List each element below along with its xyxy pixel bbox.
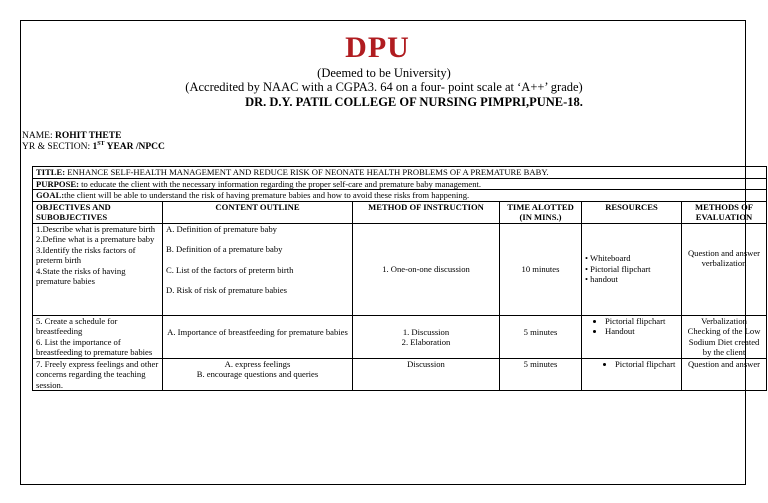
header-deemed-line: (Deemed to be University) xyxy=(317,66,451,80)
time-cell: 5 minutes xyxy=(500,358,582,391)
column-header-row xyxy=(33,201,767,223)
title-cell: TITLE: ENHANCE SELF-HEALTH MANAGEMENT AND REDUCE RISK OF NEONATE HEALTH PROBLEMS OF A PREMATURE BABY. xyxy=(33,167,767,179)
objectives-cell: 7. Freely express feelings and other concerns regarding the teaching session. xyxy=(33,358,163,391)
goal-cell: GOAL:the client will be able to understand the risk of having premature babies and how to avoid these risks from happening. xyxy=(33,190,767,202)
objectives-cell: 5. Create a schedule for breastfeeding 6. List the importance of breastfeeding to premature babies xyxy=(33,315,163,358)
section-label: YR & SECTION: xyxy=(22,142,93,153)
time-cell: 5 minutes xyxy=(500,315,582,358)
student-name-line xyxy=(22,131,121,141)
evaluation-cell: Verbalization Checking of the Low Sodium Diet created by the client xyxy=(682,315,767,358)
resources-cell xyxy=(582,223,682,315)
col-header-resources: RESOURCES xyxy=(582,201,682,223)
purpose-cell: PURPOSE: to educate the client with the necessary information regarding the proper self-care and premature baby management. xyxy=(33,178,767,190)
method-cell: Discussion xyxy=(353,358,500,391)
name-label: NAME: xyxy=(22,131,55,141)
col-header-evaluation: METHODS OF EVALUATION xyxy=(682,201,767,223)
goal-row xyxy=(33,190,767,202)
section-value: 1ST YEAR /NPCC xyxy=(92,141,165,153)
content-cell: A. Importance of breastfeeding for premature babies xyxy=(163,315,353,358)
resources-cell xyxy=(582,315,682,358)
objectives-cell: 1.Describe what is premature birth 2.Define what is a premature baby 3.Identify the risks factors of preterm birth 4.State the risks of having premature babies xyxy=(33,223,163,315)
title-row xyxy=(33,167,767,179)
student-section-line xyxy=(22,141,165,152)
content-cell: A. express feelings B. encourage questions and queries xyxy=(163,358,353,391)
list-item: • Pictorial flipchart xyxy=(615,359,678,370)
col-header-method: METHOD OF INSTRUCTION xyxy=(353,201,500,223)
college-name-heading: DR. D.Y. PATIL COLLEGE OF NURSING PIMPRI,PUNE-18. xyxy=(245,95,583,109)
method-cell: 1. Discussion 2. Elaboration xyxy=(353,315,500,358)
teaching-plan-table xyxy=(32,166,767,391)
purpose-row xyxy=(33,178,767,190)
list-item: • handout xyxy=(585,274,678,285)
list-item: • Pictorial flipchart xyxy=(605,316,678,327)
table-row xyxy=(33,223,767,315)
list-item: • Handout xyxy=(605,326,678,337)
col-header-content: CONTENT OUTLINE xyxy=(163,201,353,223)
dpu-logo: DPU xyxy=(345,31,410,64)
evaluation-cell: Question and answer xyxy=(682,358,767,391)
time-cell: 10 minutes xyxy=(500,223,582,315)
list-item: • Whiteboard xyxy=(585,253,678,264)
list-item: • Pictorial flipchart xyxy=(585,264,678,275)
method-cell: 1. One-on-one discussion xyxy=(353,223,500,315)
name-value: ROHIT THETE xyxy=(55,131,122,141)
table-row xyxy=(33,315,767,358)
evaluation-cell: Question and answer verbalization xyxy=(682,223,767,315)
header-accreditation-line: (Accredited by NAAC with a CGPA3. 64 on a four- point scale at ‘A++’ grade) xyxy=(185,80,583,94)
col-header-objectives: OBJECTIVES AND SUBOBJECTIVES xyxy=(33,201,163,223)
resources-cell xyxy=(582,358,682,391)
col-header-time: TIME ALOTTED (IN MINS.) xyxy=(500,201,582,223)
content-cell: A. Definition of premature baby B. Definition of a premature baby C. List of the factors of preterm birth D. Risk of risk of premature babies xyxy=(163,223,353,315)
table-row xyxy=(33,358,767,391)
